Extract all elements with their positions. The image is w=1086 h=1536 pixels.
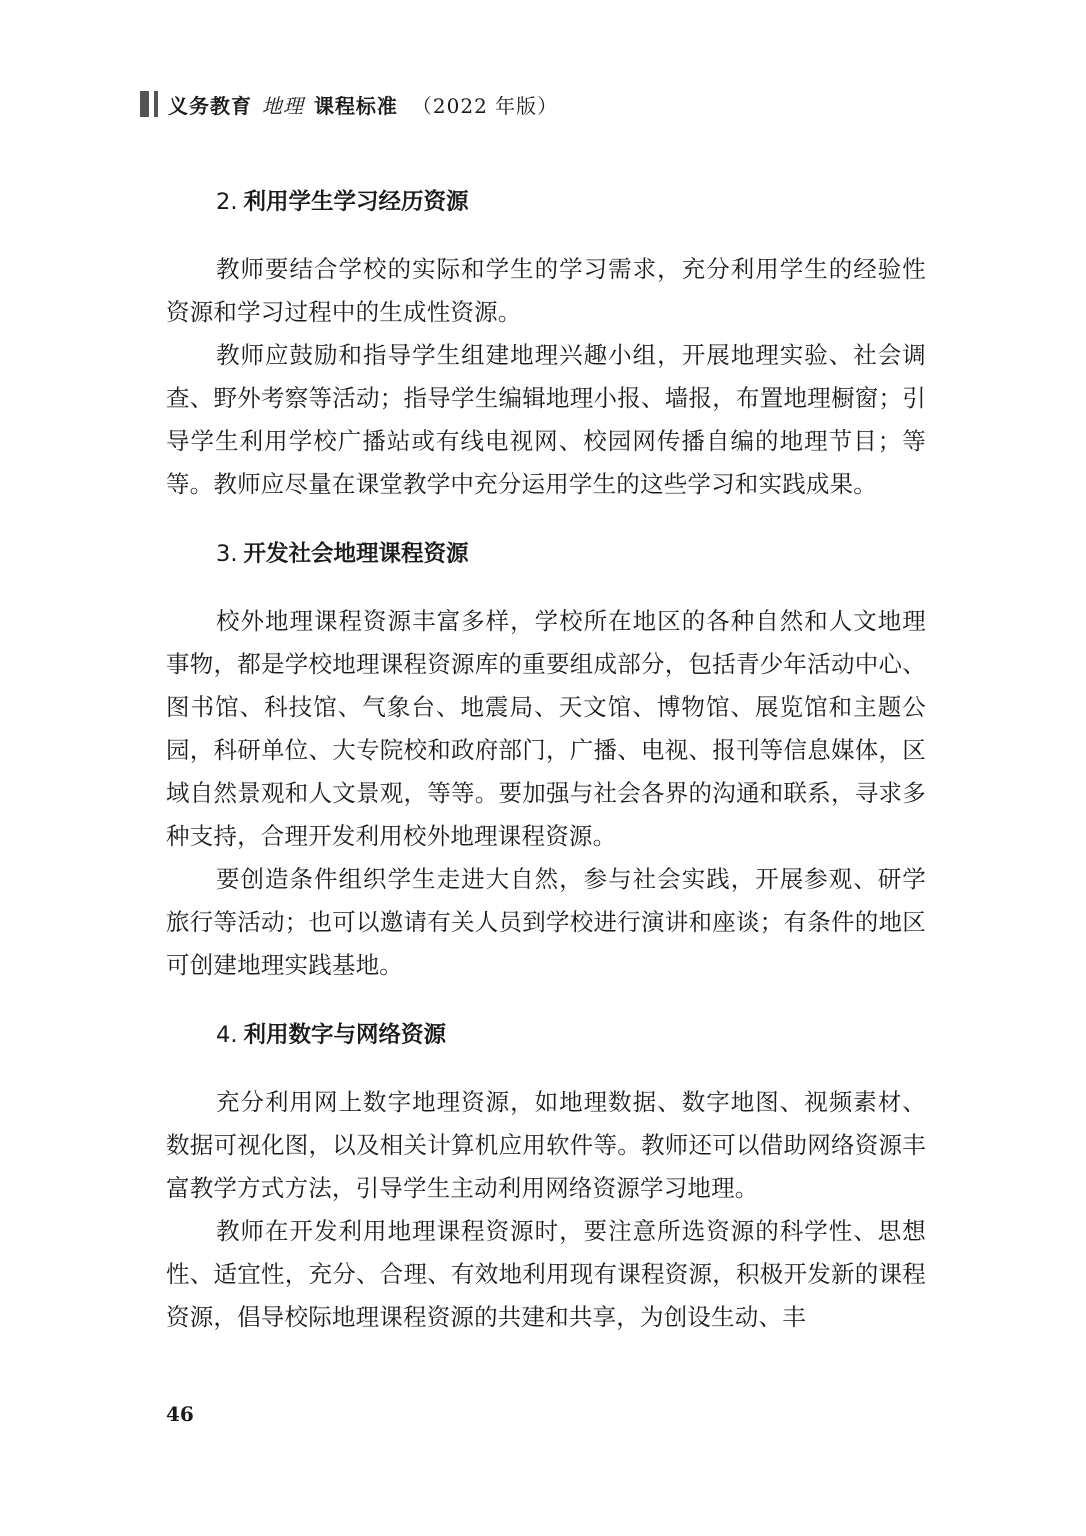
page-body <box>166 178 926 1339</box>
header-bar-thin <box>154 91 158 117</box>
header-bars-decoration <box>140 91 158 117</box>
section-heading <box>216 1011 926 1059</box>
header-edition: （2022 年版） <box>411 93 559 118</box>
paragraph: 充分利用网上数字地理资源，如地理数据、数字地图、视频素材、数据可视化图，以及相关计算机应用软件等。教师还可以借助网络资源丰富教学方式方法，引导学生主动利用网络资源学习地理。 <box>166 1088 926 1202</box>
paragraph: 教师应鼓励和指导学生组建地理兴趣小组，开展地理实验、社会调查、野外考察等活动；指导学生编辑地理小报、墙报，布置地理橱窗；引导学生利用学校广播站或有线电视网、校园网传播自编的地理节目；等等。教师应尽量在课堂教学中充分运用学生的这些学习和实践成果。 <box>166 341 926 498</box>
header-bar-thick <box>140 91 149 117</box>
header-title <box>168 90 558 119</box>
section-title: 利用数字与网络资源 <box>243 1022 446 1048</box>
section-heading <box>216 530 926 578</box>
running-header <box>140 88 558 120</box>
section-title: 利用学生学习经历资源 <box>243 189 469 215</box>
paragraph: 要创造条件组织学生走进大自然，参与社会实践，开展参观、研学旅行等活动；也可以邀请有关人员到学校进行演讲和座谈；有条件的地区可创建地理实践基地。 <box>166 865 926 979</box>
paragraph: 教师要结合学校的实际和学生的学习需求，充分利用学生的经验性资源和学习过程中的生成性资源。 <box>166 255 926 326</box>
section-2 <box>166 178 926 506</box>
header-book-title: 义务教育 <box>168 93 252 118</box>
page-number: 46 <box>166 1402 194 1426</box>
section-number: 3. <box>216 541 238 567</box>
paragraph: 校外地理课程资源丰富多样，学校所在地区的各种自然和人文地理事物，都是学校地理课程资源库的重要组成部分，包括青少年活动中心、图书馆、科技馆、气象台、地震局、天文馆、博物馆、展览馆和主题公园，科研单位、大专院校和政府部门，广播、电视、报刊等信息媒体，区域自然景观和人文景观，等等。要加强与社会各界的沟通和联系，寻求多种支持，合理开发利用校外地理课程资源。 <box>166 607 926 850</box>
paragraph: 教师在开发利用地理课程资源时，要注意所选资源的科学性、思想性、适宜性，充分、合理、有效地利用现有课程资源，积极开发新的课程资源，倡导校际地理课程资源的共建和共享，为创设生动、丰 <box>166 1217 926 1331</box>
section-number: 4. <box>216 1022 238 1048</box>
section-4 <box>166 1011 926 1339</box>
header-title-suffix: 课程标准 <box>313 93 398 118</box>
section-number: 2. <box>216 189 238 215</box>
section-title: 开发社会地理课程资源 <box>243 541 469 567</box>
section-heading <box>216 178 926 226</box>
section-3 <box>166 530 926 987</box>
header-subject: 地理 <box>261 93 304 118</box>
